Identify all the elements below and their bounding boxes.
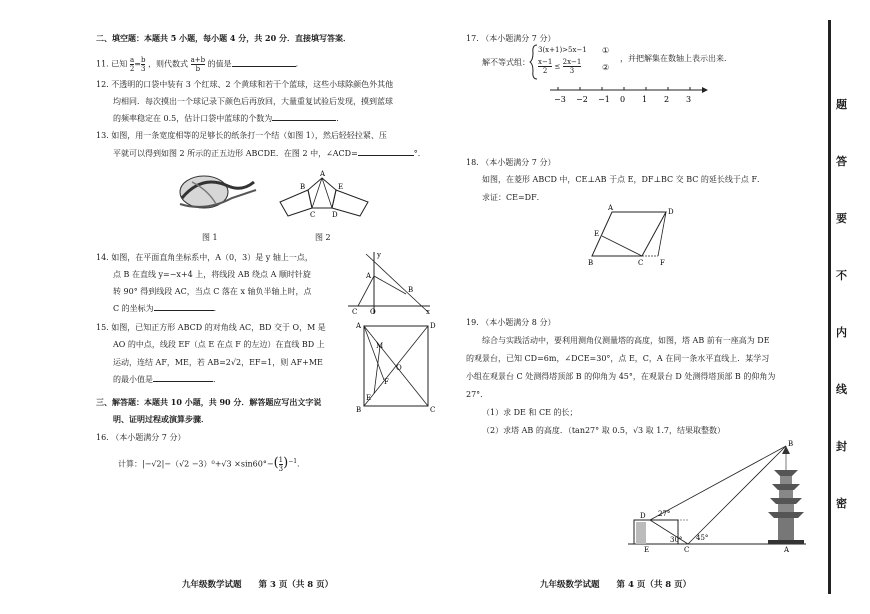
q16-expression: 计算：|−√2|−（√2 −3）⁰+√3 ×sin60°−( $\frac{1}{3}$ )$^{-1}$．: [118, 455, 306, 474]
binding-margin-char: 题: [836, 98, 847, 111]
q19-part-1: （1）求 DE 和 CE 的长；: [482, 408, 578, 417]
label-B: B: [788, 440, 794, 448]
label-D: D: [332, 211, 338, 219]
q17-marker-1: ①: [602, 46, 610, 55]
label-C: C: [684, 546, 690, 554]
number-line-label: 0: [620, 95, 626, 104]
binding-margin-char: 不: [836, 269, 847, 282]
section-3-heading-line-2: 明、证明过程或演算步骤．: [113, 414, 209, 424]
q19-line-4: 27°．: [466, 390, 489, 399]
binding-margin-char: 内: [836, 326, 847, 339]
q17-marker-2: ②: [602, 63, 610, 72]
label-B: B: [300, 183, 306, 191]
number-line-label: −3: [554, 95, 566, 104]
q19-line-2: 的观景台，已知 CD=6m，∠DCE=30°，点 E，C，A 在同一条水平直线上．某学习: [466, 354, 770, 363]
q13-line-2: 平就可以得到如图 2 所示的正五边形 ABCDE．在图 2 中，∠ACD= °．: [113, 149, 426, 158]
q11-text-b: ，则代数式: [148, 59, 189, 69]
label-D: D: [430, 322, 436, 330]
label-A: A: [320, 170, 326, 178]
figure-q18-rhombus: [588, 206, 672, 266]
label-A: A: [366, 272, 372, 280]
q19-line-3: 小组在观景台 C 处测得塔顶部 B 的仰角为 45°，在观景台 D 处测得塔顶部 B 的仰角为: [466, 372, 776, 381]
binding-margin-char: 线: [836, 383, 847, 396]
q11-fraction-2: $\frac{b}{3}$: [140, 56, 146, 73]
q14-line-4: C 的坐标为 ．: [113, 304, 222, 313]
q18-heading: 18. （本小题满分 7 分）: [466, 158, 556, 167]
label-D: D: [640, 512, 646, 520]
page-4-footer: 九年级数学试题 第 4 页（共 8 页）: [540, 580, 692, 590]
label-C: C: [310, 211, 316, 219]
q14-line-3: 转 90° 得到线段 AC，当点 C 落在 x 轴负半轴上时，点: [113, 287, 312, 296]
number-line: [548, 84, 708, 110]
q16-fraction: $\frac{1}{3}$: [278, 456, 284, 474]
figure-2-caption: 图 2: [315, 233, 331, 242]
figure-q14-coordinate-plane: [346, 250, 432, 316]
binding-margin-char: 答: [836, 155, 847, 168]
q11-fraction-3: $\frac{a+b}{b}$: [190, 56, 206, 73]
figure-1-caption: 图 1: [202, 233, 218, 242]
label-x: x: [426, 308, 430, 316]
q18-line-1: 如图，在菱形 ABCD 中，CE⊥AB 于点 E，DF⊥BC 交 BC 的延长线于点 F．: [482, 175, 765, 184]
q15-line-2: AO 的中点，线段 EF（点 E 在点 F 的左边）在直线 BD 上: [113, 340, 325, 349]
page-3-footer: 九年级数学试题 第 3 页（共 8 页）: [182, 580, 334, 590]
q12-line-2: 均相同．每次摸出一个球记录下颜色后再放回，大量重复试验后发现，摸到蓝球: [113, 97, 393, 106]
section-3-heading-line-1: 三、解答题：本题共 10 小题，共 90 分．解答题应写出文字说: [96, 397, 322, 407]
angle-45-label: 45°: [696, 534, 709, 542]
label-A: A: [784, 546, 790, 554]
q11-answer-blank[interactable]: [232, 66, 296, 67]
label-B: B: [356, 406, 362, 414]
q17-heading: 17. （本小题满分 7 分）: [466, 34, 556, 43]
binding-margin-char: 封: [836, 440, 847, 453]
q15-line-1: 15. 如图，已知正方形 ABCD 的对角线 AC，BD 交于 O，M 是: [96, 323, 326, 332]
label-O: O: [370, 308, 376, 316]
angle-30-label: 30°: [670, 536, 683, 544]
q11-text-a: 11. 已知: [96, 59, 128, 69]
label-E: E: [594, 230, 600, 238]
q13-line-1: 13. 如图，用一条宽度相等的足够长的纸条打一个结（如图 1），然后轻轻拉紧、压: [96, 131, 387, 140]
number-line-label: 3: [686, 95, 692, 104]
pagoda-icon: [768, 446, 804, 544]
label-C: C: [430, 406, 436, 414]
figure-2-pentagon: [276, 168, 376, 230]
q19-heading: 19. （本小题满分 8 分）: [466, 318, 556, 327]
label-F: F: [384, 378, 389, 386]
q12-answer-blank[interactable]: [272, 120, 336, 121]
q14-line-1: 14. 如图，在平面直角坐标系中，A（0，3）是 y 轴上一点，: [96, 253, 313, 262]
q17-inequality-2: $\frac{x-1}{2}$ ≤ $\frac{2x-1}{3}$: [538, 58, 582, 75]
number-line-label: −2: [576, 95, 588, 104]
q17-inequality-1: 3(x+1)>5x−1: [538, 46, 587, 54]
figure-q19-tower: [628, 440, 808, 552]
label-B: B: [408, 286, 414, 294]
q15-line-3: 运动，连结 AF，ME，若 AB=2√2，EF=1，则 AF+ME: [113, 358, 323, 367]
q19-line-1: 综合与实践活动中，要利用测角仪测量塔的高度，如图，塔 AB 前有一座高为 DE: [482, 336, 770, 345]
label-E: E: [644, 546, 650, 554]
q14-answer-blank[interactable]: [154, 310, 214, 311]
label-A: A: [356, 322, 362, 330]
q18-line-2: 求证：CE=DF．: [482, 193, 545, 202]
label-C: C: [638, 259, 644, 267]
binding-line: [828, 20, 831, 594]
q16-heading: 16. （本小题满分 7 分）: [96, 433, 186, 442]
figure-q15-square: [356, 320, 434, 412]
section-2-heading: 二、填空题：本题共 5 小题，每小题 4 分，共 20 分．直接填写答案．: [96, 33, 351, 43]
q17-label: 解不等式组：: [482, 58, 530, 67]
binding-margin-char: 要: [836, 212, 847, 225]
label-O: O: [396, 364, 402, 372]
q11-text-c: 的值是: [207, 59, 232, 69]
q19-part-2: （2）求塔 AB 的高度．（tan27° 取 0.5，√3 取 1.7，结果取整数）: [482, 426, 725, 435]
q14-line-2: 点 B 在直线 y=−x+4 上，将线段 AB 绕点 A 顺时针旋: [113, 270, 311, 279]
label-E: E: [366, 394, 372, 402]
q11-fraction-1: $\frac{a}{2}$: [129, 56, 135, 73]
label-E: E: [338, 183, 344, 191]
q16-exponent: −1: [288, 458, 298, 465]
label-A: A: [608, 204, 614, 212]
q15-line-4: 的最小值是 ．: [113, 375, 221, 384]
label-M: M: [376, 342, 384, 350]
q17-instruction: ，并把解集在数轴上表示出来．: [620, 54, 732, 63]
binding-margin-char: 密: [836, 497, 847, 510]
number-line-label: 2: [664, 95, 670, 104]
label-y: y: [377, 251, 381, 259]
q13-answer-blank[interactable]: [358, 155, 414, 156]
q15-answer-blank[interactable]: [153, 381, 213, 382]
label-D: D: [668, 208, 674, 216]
question-11: 11. 已知 $\frac{a}{2}$ = $\frac{b}{3}$ ，则代数式 $\frac{a+b}{b}$ 的值是 ．: [96, 56, 304, 73]
q12-line-1: 12. 不透明的口袋中装有 3 个红球、2 个黄球和若干个蓝球，这些小球除颜色外其他: [96, 80, 394, 89]
number-line-label: 1: [642, 95, 648, 104]
figure-1-knot: [172, 168, 258, 224]
q12-line-3: 的频率稳定在 0.5，估计口袋中蓝球的个数为 ．: [113, 114, 345, 123]
label-B: B: [588, 259, 594, 267]
label-C: C: [352, 308, 358, 316]
brace-icon: [530, 44, 538, 80]
label-F: F: [660, 259, 665, 267]
page-4: [450, 0, 820, 614]
angle-27-label: 27°: [658, 510, 671, 518]
number-line-label: −1: [598, 95, 610, 104]
